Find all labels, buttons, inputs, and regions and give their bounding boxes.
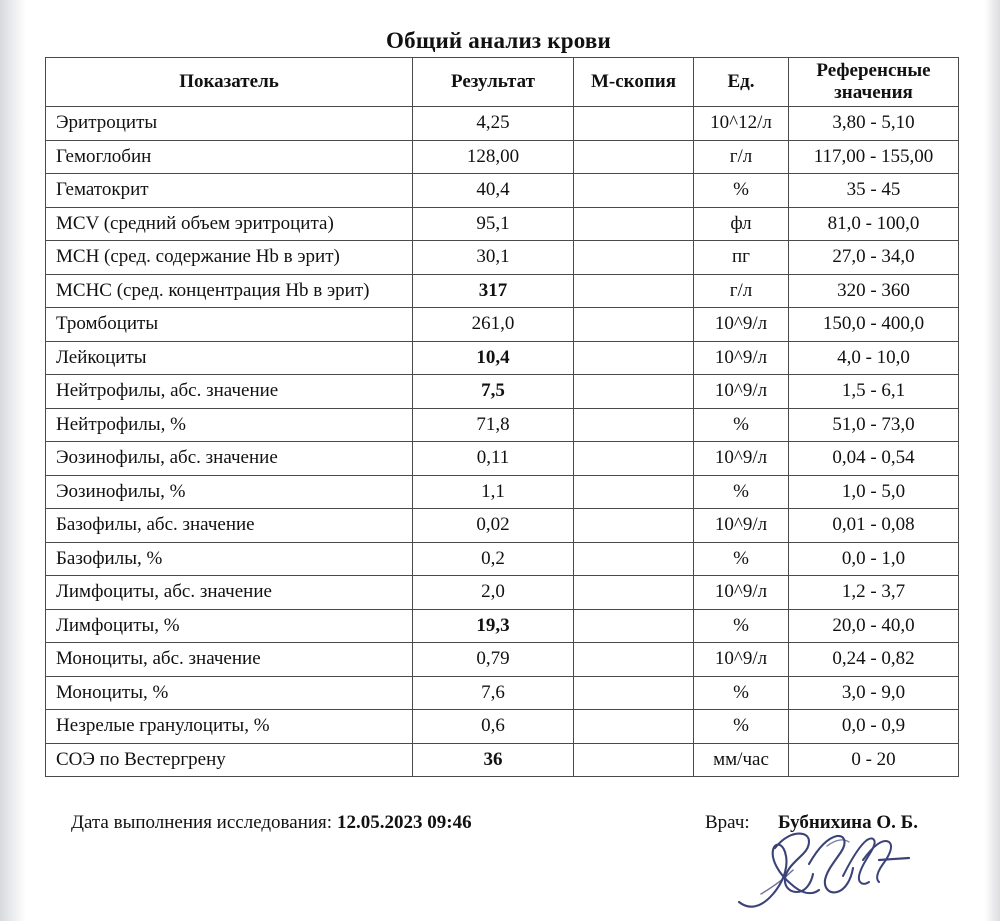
doctor-label: Врач: xyxy=(705,812,750,833)
cell-result: 2,0 xyxy=(413,576,574,610)
table-row xyxy=(46,107,959,141)
cell-unit: % xyxy=(694,676,789,710)
cell-microscopy xyxy=(574,643,694,677)
cell-microscopy xyxy=(574,576,694,610)
cell-reference: 150,0 - 400,0 xyxy=(789,308,959,342)
cell-indicator: Лимфоциты, % xyxy=(46,609,413,643)
cell-reference: 81,0 - 100,0 xyxy=(789,207,959,241)
cell-indicator: Моноциты, % xyxy=(46,676,413,710)
cell-microscopy xyxy=(574,710,694,744)
cell-unit: фл xyxy=(694,207,789,241)
cell-unit: 10^9/л xyxy=(694,308,789,342)
cell-microscopy xyxy=(574,542,694,576)
cell-indicator: Тромбоциты xyxy=(46,308,413,342)
table-header xyxy=(46,58,959,107)
cell-unit: % xyxy=(694,609,789,643)
cell-result: 30,1 xyxy=(413,241,574,275)
cell-unit: 10^12/л xyxy=(694,107,789,141)
cell-result: 0,2 xyxy=(413,542,574,576)
cell-result: 4,25 xyxy=(413,107,574,141)
table-row xyxy=(46,274,959,308)
table-row xyxy=(46,542,959,576)
column-header-result: Результат xyxy=(413,58,574,107)
table-row xyxy=(46,341,959,375)
cell-reference: 27,0 - 34,0 xyxy=(789,241,959,275)
cell-indicator: Нейтрофилы, % xyxy=(46,408,413,442)
cell-microscopy xyxy=(574,308,694,342)
cell-unit: % xyxy=(694,542,789,576)
cell-unit: 10^9/л xyxy=(694,341,789,375)
table-body xyxy=(46,107,959,777)
column-header-microscopy: М-скопия xyxy=(574,58,694,107)
cell-unit: % xyxy=(694,174,789,208)
table-row xyxy=(46,241,959,275)
cell-indicator: Моноциты, абс. значение xyxy=(46,643,413,677)
cell-result: 7,6 xyxy=(413,676,574,710)
cell-indicator: Лейкоциты xyxy=(46,341,413,375)
cell-unit: % xyxy=(694,475,789,509)
cell-microscopy xyxy=(574,274,694,308)
cell-unit: мм/час xyxy=(694,743,789,777)
cell-reference: 320 - 360 xyxy=(789,274,959,308)
cell-microscopy xyxy=(574,442,694,476)
cell-result: 71,8 xyxy=(413,408,574,442)
cell-microscopy xyxy=(574,509,694,543)
table-row xyxy=(46,710,959,744)
study-date-label: Дата выполнения исследования: xyxy=(71,812,333,833)
cell-indicator: СОЭ по Вестергрену xyxy=(46,743,413,777)
cell-result: 7,5 xyxy=(413,375,574,409)
cell-result: 10,4 xyxy=(413,341,574,375)
cell-reference: 3,80 - 5,10 xyxy=(789,107,959,141)
table-row xyxy=(46,442,959,476)
table-row xyxy=(46,375,959,409)
table-row xyxy=(46,576,959,610)
cell-microscopy xyxy=(574,140,694,174)
table-row xyxy=(46,408,959,442)
cell-microscopy xyxy=(574,375,694,409)
cell-indicator: Эозинофилы, % xyxy=(46,475,413,509)
doctor-name: Бубнихина О. Б. xyxy=(778,812,918,833)
cell-indicator: Гемоглобин xyxy=(46,140,413,174)
cell-microscopy xyxy=(574,609,694,643)
table-row xyxy=(46,743,959,777)
cell-reference: 1,2 - 3,7 xyxy=(789,576,959,610)
cell-unit: 10^9/л xyxy=(694,442,789,476)
table-row xyxy=(46,308,959,342)
cell-reference: 4,0 - 10,0 xyxy=(789,341,959,375)
cell-microscopy xyxy=(574,107,694,141)
cell-unit: % xyxy=(694,408,789,442)
cell-indicator: Нейтрофилы, абс. значение xyxy=(46,375,413,409)
cell-reference: 0 - 20 xyxy=(789,743,959,777)
cell-indicator: MCV (средний объем эритроцита) xyxy=(46,207,413,241)
cell-microscopy xyxy=(574,341,694,375)
cell-result: 1,1 xyxy=(413,475,574,509)
report-footer xyxy=(45,812,958,842)
study-date-value: 12.05.2023 09:46 xyxy=(337,812,472,833)
page-edge-shadow-left xyxy=(0,0,26,921)
table-header-row xyxy=(46,58,959,107)
cell-microscopy xyxy=(574,207,694,241)
cell-reference: 0,01 - 0,08 xyxy=(789,509,959,543)
cell-reference: 0,0 - 1,0 xyxy=(789,542,959,576)
cell-result: 317 xyxy=(413,274,574,308)
cell-microscopy xyxy=(574,743,694,777)
cell-microscopy xyxy=(574,174,694,208)
cell-indicator: Базофилы, % xyxy=(46,542,413,576)
cell-unit: 10^9/л xyxy=(694,509,789,543)
cell-reference: 3,0 - 9,0 xyxy=(789,676,959,710)
table-row xyxy=(46,609,959,643)
column-header-indicator: Показатель xyxy=(46,58,413,107)
cell-result: 40,4 xyxy=(413,174,574,208)
column-header-unit: Ед. xyxy=(694,58,789,107)
cell-reference: 1,5 - 6,1 xyxy=(789,375,959,409)
column-header-reference: Референсные значения xyxy=(789,58,959,107)
cell-result: 0,11 xyxy=(413,442,574,476)
cell-indicator: Эритроциты xyxy=(46,107,413,141)
cell-indicator: MCH (сред. содержание Hb в эрит) xyxy=(46,241,413,275)
cell-result: 261,0 xyxy=(413,308,574,342)
cell-indicator: Незрелые гранулоциты, % xyxy=(46,710,413,744)
cell-indicator: Гематокрит xyxy=(46,174,413,208)
cell-indicator: Базофилы, абс. значение xyxy=(46,509,413,543)
cell-indicator: Лимфоциты, абс. значение xyxy=(46,576,413,610)
cell-reference: 20,0 - 40,0 xyxy=(789,609,959,643)
cell-unit: г/л xyxy=(694,140,789,174)
cell-reference: 117,00 - 155,00 xyxy=(789,140,959,174)
cell-result: 0,6 xyxy=(413,710,574,744)
page-title: Общий анализ крови xyxy=(386,28,611,53)
cell-reference: 51,0 - 73,0 xyxy=(789,408,959,442)
cell-result: 36 xyxy=(413,743,574,777)
cell-reference: 0,0 - 0,9 xyxy=(789,710,959,744)
cell-unit: г/л xyxy=(694,274,789,308)
cell-microscopy xyxy=(574,475,694,509)
cell-microscopy xyxy=(574,408,694,442)
report-sheet xyxy=(26,0,984,921)
table-row xyxy=(46,174,959,208)
cell-unit: 10^9/л xyxy=(694,576,789,610)
cell-reference: 0,04 - 0,54 xyxy=(789,442,959,476)
cell-reference: 35 - 45 xyxy=(789,174,959,208)
cell-reference: 1,0 - 5,0 xyxy=(789,475,959,509)
cell-result: 0,79 xyxy=(413,643,574,677)
cell-result: 128,00 xyxy=(413,140,574,174)
cell-unit: 10^9/л xyxy=(694,643,789,677)
page-edge-shadow-right xyxy=(984,0,1000,921)
cell-result: 19,3 xyxy=(413,609,574,643)
cell-unit: 10^9/л xyxy=(694,375,789,409)
cell-reference: 0,24 - 0,82 xyxy=(789,643,959,677)
cell-result: 95,1 xyxy=(413,207,574,241)
cell-unit: % xyxy=(694,710,789,744)
cell-indicator: MCHC (сред. концентрация Hb в эрит) xyxy=(46,274,413,308)
table-row xyxy=(46,509,959,543)
table-row xyxy=(46,643,959,677)
table-row xyxy=(46,207,959,241)
cell-indicator: Эозинофилы, абс. значение xyxy=(46,442,413,476)
table-row xyxy=(46,475,959,509)
cell-microscopy xyxy=(574,241,694,275)
lab-results-table xyxy=(45,57,959,777)
cell-result: 0,02 xyxy=(413,509,574,543)
table-row xyxy=(46,676,959,710)
table-row xyxy=(46,140,959,174)
cell-unit: пг xyxy=(694,241,789,275)
cell-microscopy xyxy=(574,676,694,710)
